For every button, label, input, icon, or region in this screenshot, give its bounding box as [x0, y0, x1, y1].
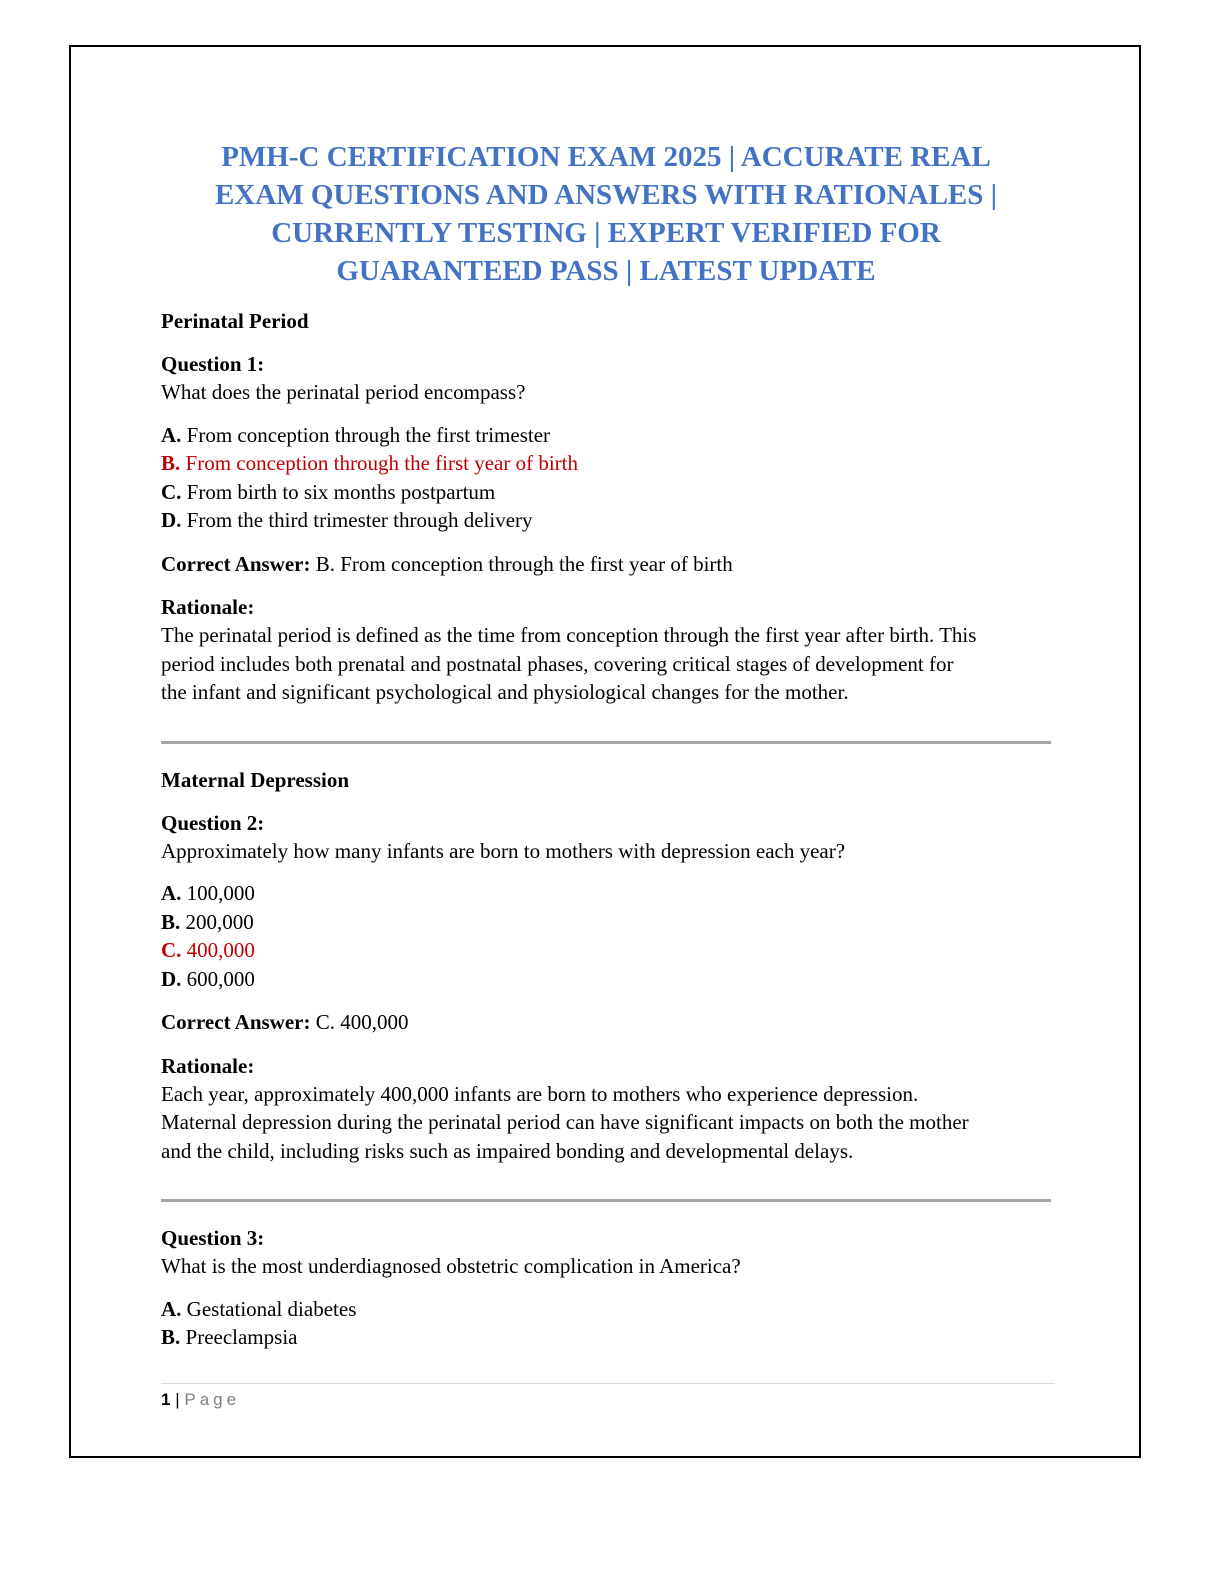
section-heading: Maternal Depression	[161, 767, 350, 792]
rationale-label: Rationale:	[161, 1053, 255, 1078]
page-word: Page	[184, 1390, 241, 1409]
page-footer	[161, 1383, 1055, 1410]
question-text: What does the perinatal period encompass?	[161, 380, 526, 404]
page-number: 1	[161, 1390, 171, 1409]
question-3-block	[161, 1224, 1051, 1352]
rationale-line: Each year, approximately 400,000 infants are born to mothers who experience depression.	[161, 1081, 919, 1106]
option-c: C. From birth to six months postpartum	[161, 479, 496, 504]
document-title	[151, 138, 1061, 290]
correct-answer: Correct Answer: B. From conception through the first year of birth	[161, 551, 733, 576]
question-1-block	[161, 307, 1051, 707]
page-separator: |	[175, 1390, 180, 1409]
option-d: D. 600,000	[161, 966, 255, 991]
option-b: B. Preeclampsia	[161, 1325, 298, 1349]
rationale	[161, 593, 1051, 707]
correct-answer: Correct Answer: C. 400,000	[161, 1010, 409, 1034]
rationale-line: The perinatal period is defined as the time from conception through the first year after birth. This	[161, 623, 977, 647]
document-body	[161, 138, 1051, 1352]
option-d: D. From the third trimester through delivery	[161, 508, 533, 532]
question-label: Question 1:	[161, 352, 265, 376]
rationale	[161, 1052, 1051, 1166]
rationale-line: the infant and significant psychological and physiological changes for the mother.	[161, 680, 849, 704]
question-text: Approximately how many infants are born to mothers with depression each year?	[161, 838, 846, 863]
footer-divider	[161, 1383, 1055, 1384]
option-b-correct: B. From conception through the first year of birth	[161, 451, 579, 475]
question-2-block	[161, 766, 1051, 1166]
section-divider	[161, 1199, 1051, 1202]
rationale-label: Rationale:	[161, 595, 255, 619]
option-a: A. From conception through the first trimester	[161, 422, 551, 447]
question-label: Question 3:	[161, 1226, 265, 1250]
options-list	[161, 421, 1051, 535]
option-a: A. 100,000	[161, 881, 255, 905]
section-heading: Perinatal Period	[161, 309, 309, 333]
options-list	[161, 879, 1051, 993]
title-line: CURRENTLY TESTING | EXPERT VERIFIED FOR	[271, 217, 941, 249]
rationale-line: and the child, including risks such as impaired bonding and developmental delays.	[161, 1138, 854, 1163]
title-line: PMH-C CERTIFICATION EXAM 2025 | ACCURATE REAL	[221, 141, 991, 173]
options-list	[161, 1295, 1051, 1352]
question-label: Question 2:	[161, 810, 265, 835]
rationale-line: period includes both prenatal and postnatal phases, covering critical stages of development for	[161, 651, 954, 676]
question-text: What is the most underdiagnosed obstetric complication in America?	[161, 1254, 741, 1278]
rationale-line: Maternal depression during the perinatal period can have significant impacts on both the mother	[161, 1110, 969, 1134]
option-a: A. Gestational diabetes	[161, 1296, 357, 1321]
option-c-correct: C. 400,000	[161, 938, 255, 962]
title-line: EXAM QUESTIONS AND ANSWERS WITH RATIONALES |	[214, 179, 998, 211]
section-divider	[161, 741, 1051, 744]
page-number-line	[161, 1390, 1055, 1410]
option-b: B. 200,000	[161, 909, 254, 934]
title-line: GUARANTEED PASS | LATEST UPDATE	[336, 255, 876, 287]
